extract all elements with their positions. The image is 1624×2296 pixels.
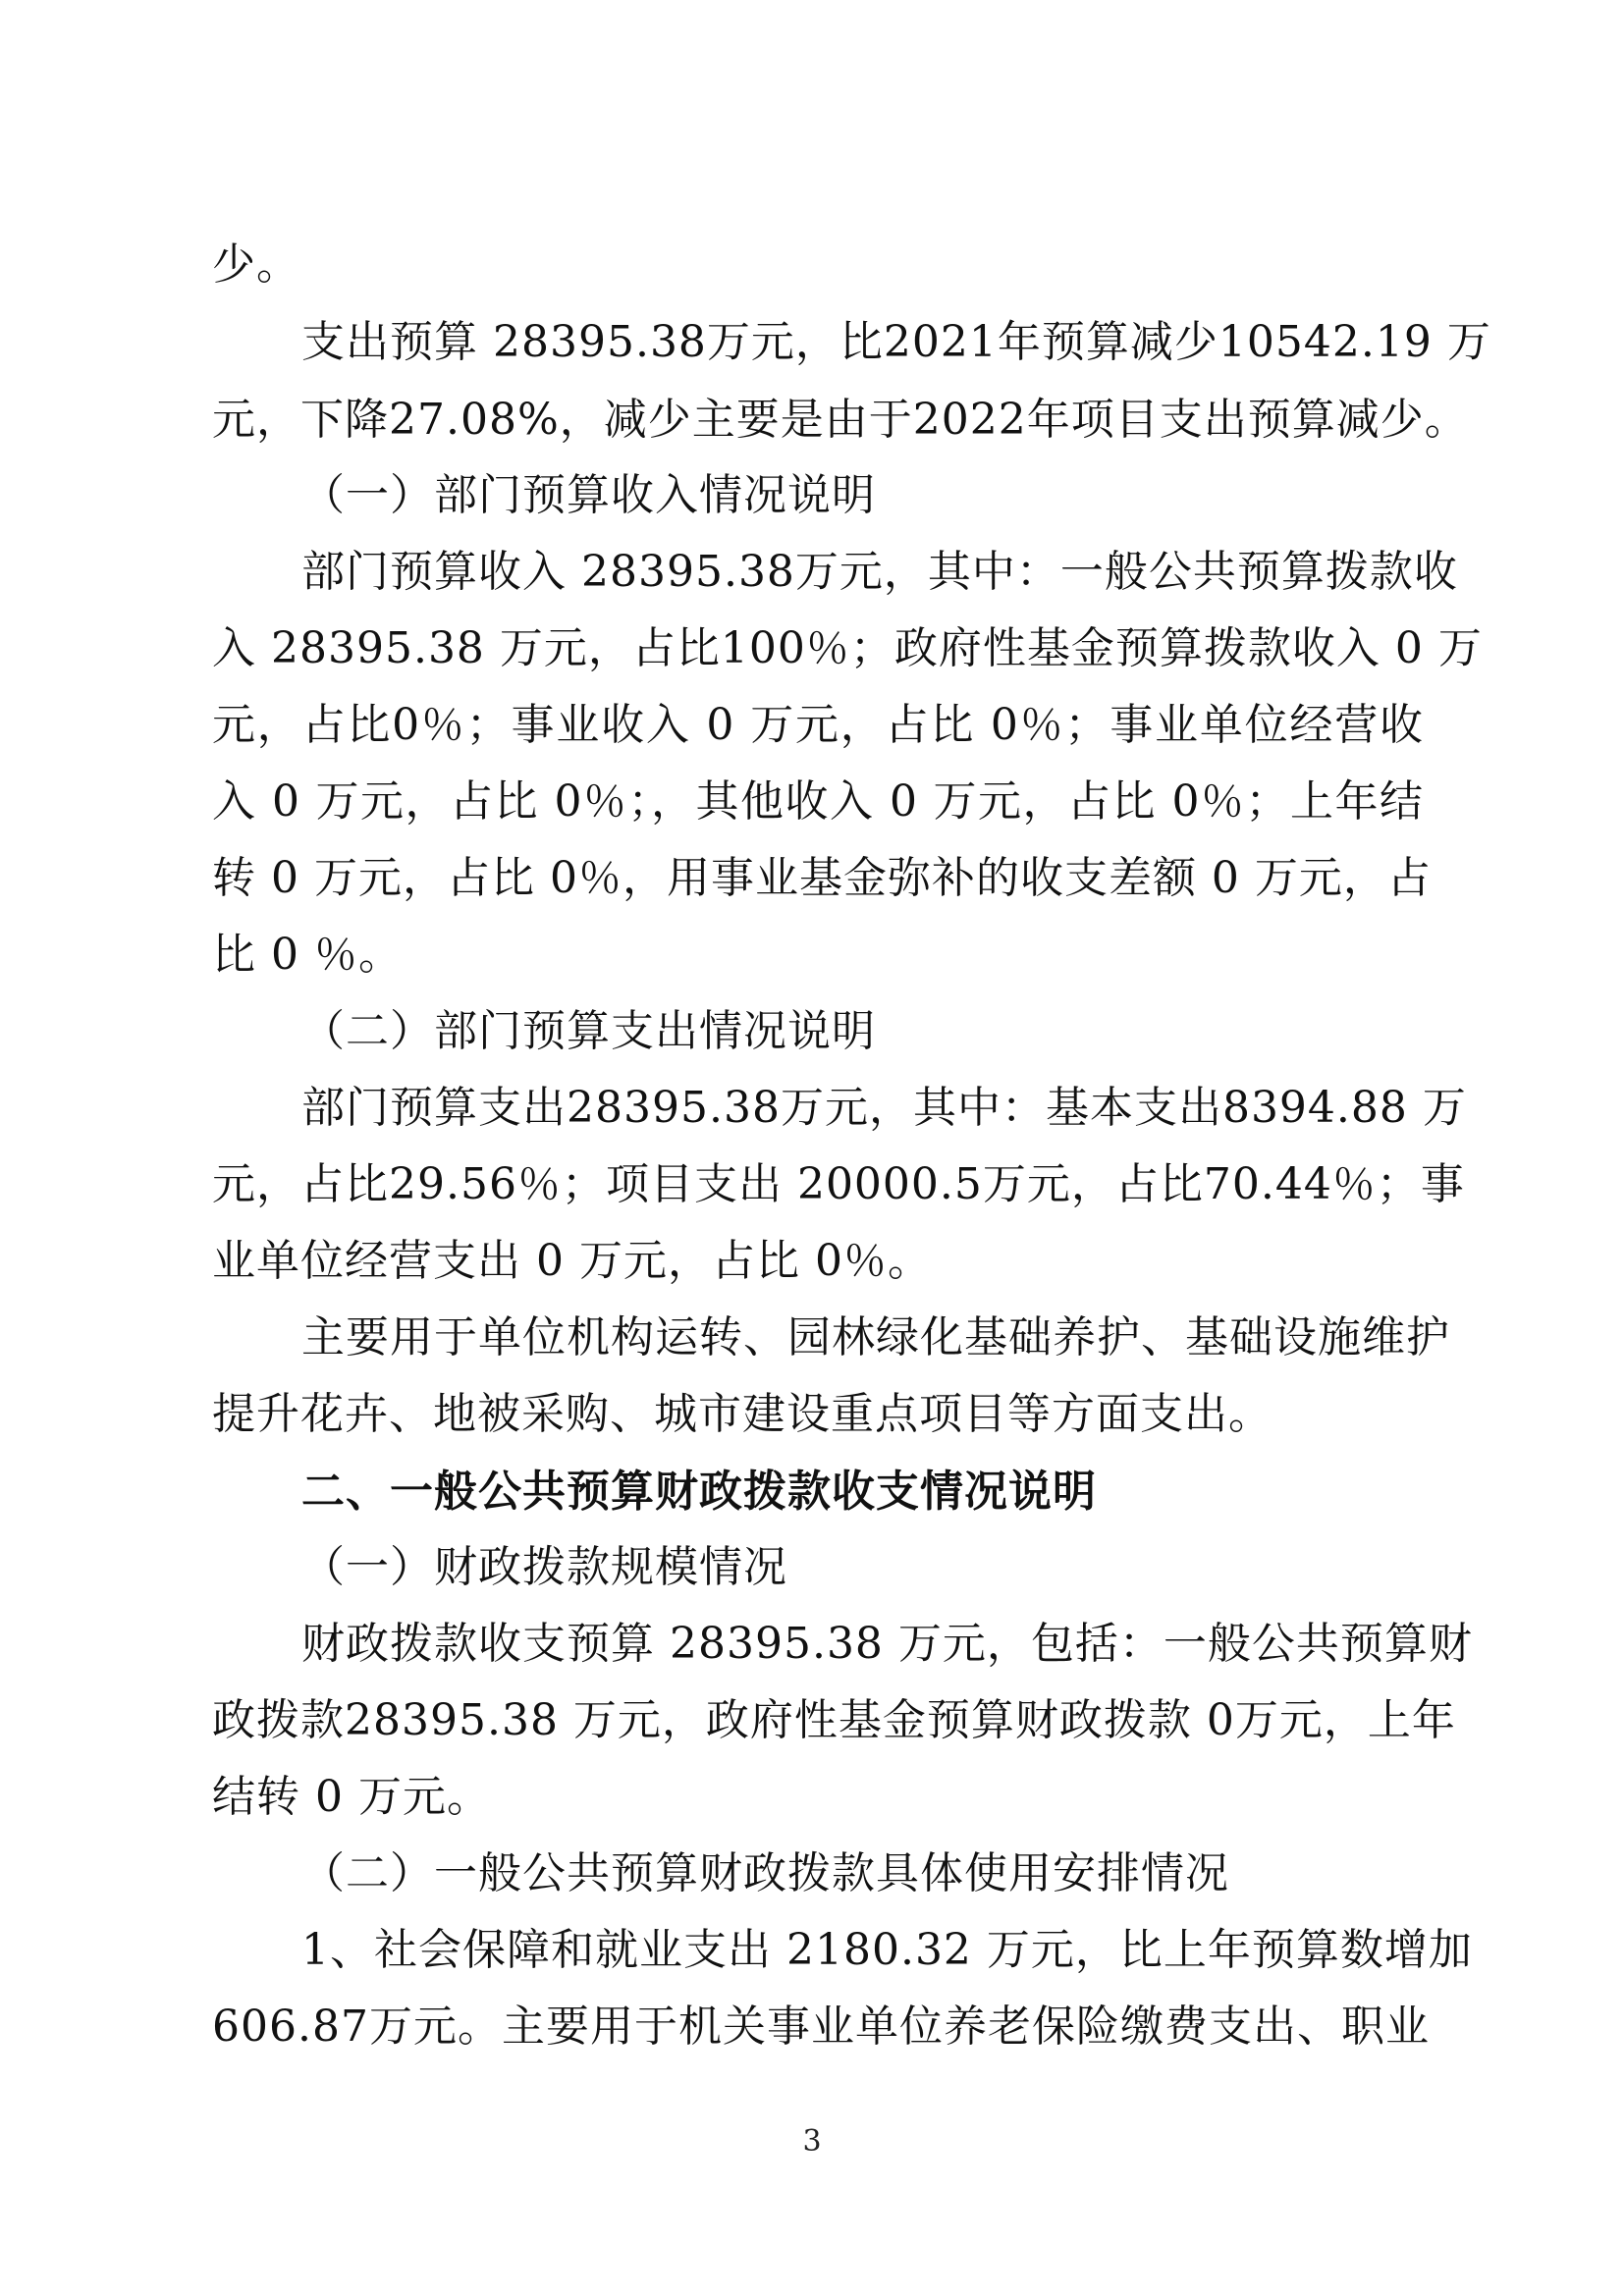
section-heading: 二、一般公共预算财政拨款收支情况说明 [301,1467,1097,1517]
page-number: 3 [802,2124,822,2159]
text-line: 转 0 万元，占比 0％，用事业基金弥补的收支差额 0 万元，占 [212,853,1432,903]
text-line: 入 0 万元，占比 0％；，其他收入 0 万元，占比 0％；上年结 [212,776,1424,827]
text-line: 少。 [212,240,300,290]
section-subheading: （二）一般公共预算财政拨款具体使用安排情况 [301,1848,1229,1898]
text-line: 1、社会保障和就业支出 2180.32 万元，比上年预算数增加 [301,1925,1473,1975]
text-line: 606.87万元。主要用于机关事业单位养老保险缴费支出、职业 [212,2002,1430,2052]
text-line: 元，占比29.56％；项目支出 20000.5万元，占比70.44％；事 [212,1159,1465,1209]
text-line: 部门预算支出28395.38万元，其中：基本支出8394.88 万 [301,1083,1467,1133]
section-subheading: （二）部门预算支出情况说明 [301,1006,876,1056]
text-line: 元，下降27.08%，减少主要是由于2022年项目支出预算减少。 [212,395,1469,445]
text-line: 入 28395.38 万元，占比100％；政府性基金预算拨款收入 0 万 [212,623,1483,673]
text-line: 部门预算收入 28395.38万元，其中：一般公共预算拨款收 [301,547,1458,597]
text-line: 提升花卉、地被采购、城市建设重点项目等方面支出。 [212,1389,1272,1439]
text-line: 主要用于单位机构运转、园林绿化基础养护、基础设施维护 [301,1312,1450,1362]
text-line: 比 0 ％。 [212,930,403,980]
text-line: 元，占比0％；事业收入 0 万元，占比 0％；事业单位经营收 [212,700,1424,750]
section-subheading: （一）部门预算收入情况说明 [301,470,876,520]
text-line: 结转 0 万元。 [212,1772,491,1822]
text-line: 财政拨款收支预算 28395.38 万元，包括：一般公共预算财 [301,1619,1473,1669]
section-subheading: （一）财政拨款规模情况 [301,1542,787,1592]
text-line: 业单位经营支出 0 万元，占比 0％。 [212,1236,932,1286]
text-line: 支出预算 28395.38万元，比2021年预算减少10542.19 万 [301,317,1491,367]
text-line: 政拨款28395.38 万元，政府性基金预算财政拨款 0万元，上年 [212,1695,1456,1745]
